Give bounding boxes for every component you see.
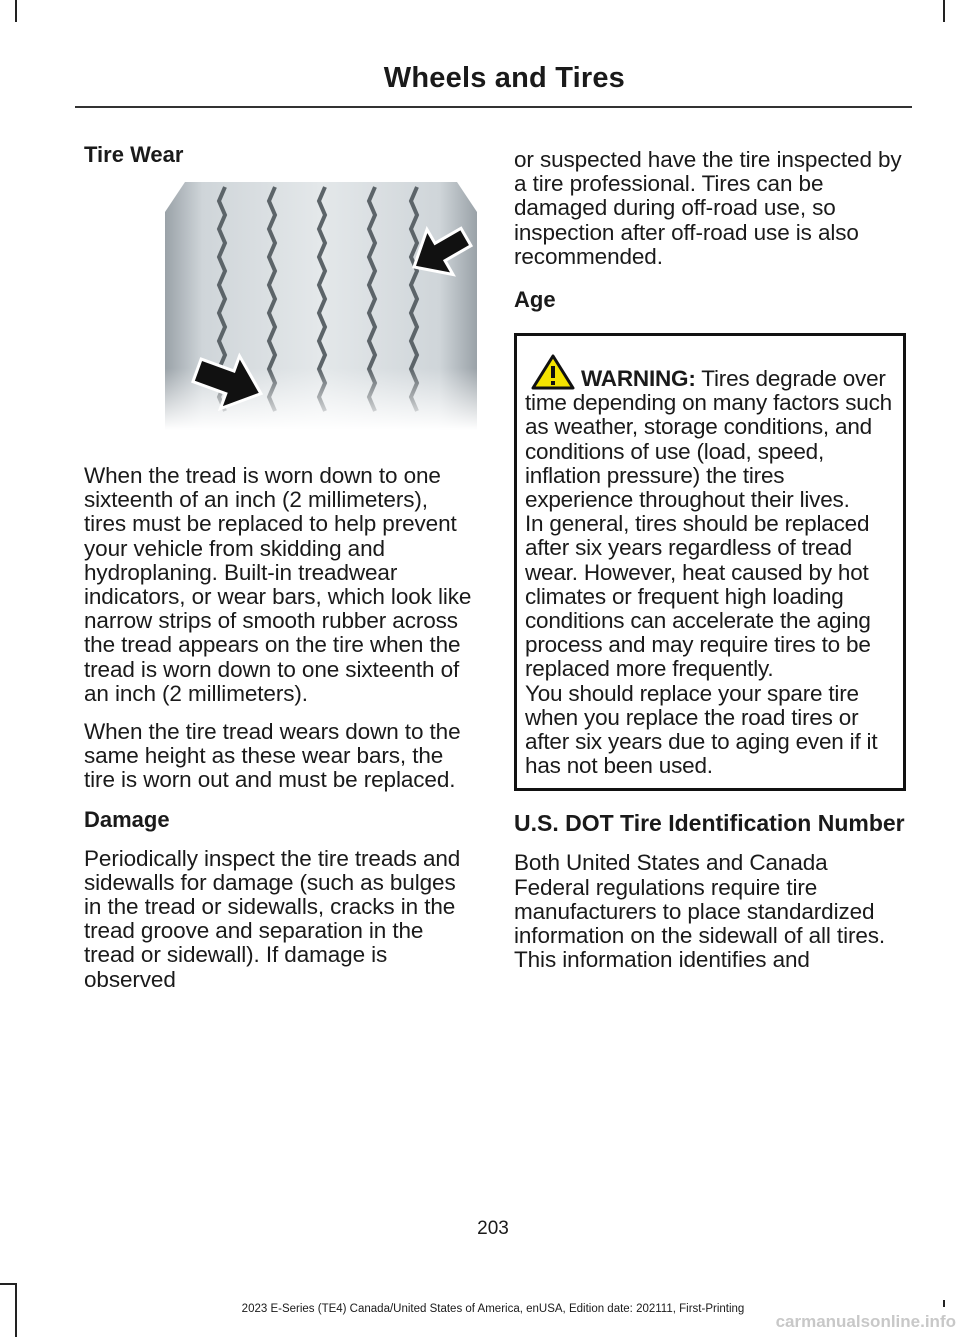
warning-line-2: In general, tires should be replaced after six years regardless of tread wear. However, heat caused by hot climates or frequent high loading conditions can accelerate the aging process and may require tires to be replaced more frequently.	[525, 511, 871, 682]
page-number: 203	[477, 1218, 509, 1239]
crop-mark-top-left	[15, 0, 17, 22]
crop-mark-bottom-left-h	[0, 1283, 17, 1285]
warning-line-3: You should replace your spare tire when you replace the road tires or after six years due to aging even if it has not been used.	[525, 680, 878, 779]
header-divider	[75, 106, 912, 108]
tire-wear-paragraph-2: When the tire tread wears down to the same height as these wear bars, the tire is worn out and must be replaced.	[84, 719, 461, 793]
warning-label: WARNING:	[581, 366, 696, 392]
left-column	[84, 142, 476, 1006]
edition-footer: 2023 E-Series (TE4) Canada/United States of America, enUSA, Edition date: 202111, First-Printing	[241, 1303, 745, 1315]
tire-wear-paragraph-1: When the tread is worn down to one sixteenth of an inch (2 millimeters), tires must be replaced to help prevent your vehicle from skidding and hydroplaning. Built-in treadwear indicators, or wear bars, which look like narrow strips of smooth rubber across the tread appears on the tire when the tread is worn down to one sixteenth of an inch (2 millimeters).	[84, 463, 472, 706]
warning-box	[514, 333, 906, 791]
tire-tread-illustration	[155, 182, 487, 430]
warning-line-1	[525, 354, 895, 512]
damage-heading: Damage	[84, 806, 170, 832]
right-column	[514, 142, 906, 986]
damage-paragraph: Periodically inspect the tire treads and sidewalls for damage (such as bulges in the tread or sidewalls, cracks in the tread groove and separation in the tread or sidewall). If damage is observed	[84, 845, 461, 992]
dot-tin-heading: U.S. DOT Tire Identification Number	[514, 810, 905, 837]
watermark: carmanualsonline.info	[756, 1307, 960, 1337]
dot-tin-paragraph: Both United States and Canada Federal regulations require tire manufacturers to place standardized information on the sidewall of all tires. This information identifies and	[514, 850, 886, 973]
warning-triangle-icon	[531, 354, 575, 390]
age-heading: Age	[514, 287, 556, 313]
warning-text-1: Tires degrade over time depending on many factors such as weather, storage conditions, and conditions of use (load, speed, inflation pressure) the tires experience throughout their lives.	[525, 366, 892, 513]
page-header-title: Wheels and Tires	[383, 62, 625, 94]
crop-mark-top-right	[943, 0, 945, 22]
tire-wear-heading: Tire Wear	[84, 142, 184, 167]
damage-continued-paragraph: or suspected have the tire inspected by a tire professional. Tires can be damaged during off-road use, so inspection after off-road use is also recommended.	[514, 147, 902, 269]
